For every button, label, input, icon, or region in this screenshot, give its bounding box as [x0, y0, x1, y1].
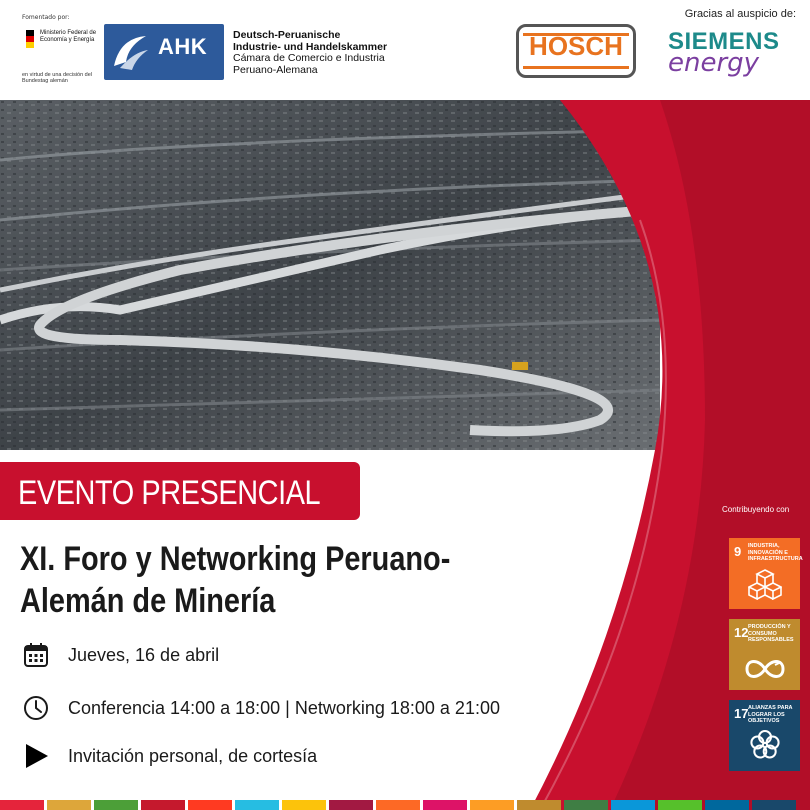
sdg-17-number: 17 [734, 706, 749, 721]
sdg-color-strip [0, 800, 810, 810]
strip-segment [658, 800, 702, 810]
sdg-contrib-label: Contribuyendo con [722, 505, 790, 514]
event-access: Invitación personal, de cortesía [68, 745, 318, 766]
bmwi-name: Ministerio Federal de Economía y Energía [40, 30, 97, 43]
ahk-line-4: Peruano-Alemana [233, 63, 318, 76]
strip-segment [188, 800, 232, 810]
strip-segment [470, 800, 514, 810]
ahk-line-3: Cámara de Comercio e Industria [233, 52, 385, 64]
strip-segment [329, 800, 373, 810]
ahk-logo-text: AHK [158, 34, 208, 59]
strip-segment [564, 800, 608, 810]
strip-segment [705, 800, 749, 810]
date-row [22, 641, 219, 669]
ahk-line-1: Deutsch-Peruanische [233, 29, 341, 41]
energy-logo-text: energy [668, 48, 760, 78]
strip-segment [517, 800, 561, 810]
time-row [22, 694, 500, 722]
infinity-icon [729, 657, 800, 686]
sdg-12-tile [729, 619, 800, 690]
sdg-17-label: ALIANZAS PARA LOGRAR LOS OBJETIVOS [748, 705, 793, 724]
event-type-banner [0, 462, 360, 520]
siemens-logo-text: SIEMENS [668, 28, 780, 55]
rings-icon [729, 728, 800, 767]
strip-segment [752, 800, 796, 810]
strip-segment [423, 800, 467, 810]
cubes-icon [729, 568, 800, 605]
sdg-9-label: INDUSTRIA, INNOVACIÓN E INFRAESTRUCTURA [748, 543, 803, 562]
event-title-line-2: Alemán de Minería [20, 582, 276, 620]
strip-segment [47, 800, 91, 810]
calendar-icon [22, 641, 50, 669]
strip-segment [0, 800, 44, 810]
event-title-line-1: XI. Foro y Networking Peruano- [20, 540, 451, 578]
strip-segment [235, 800, 279, 810]
strip-segment [611, 800, 655, 810]
strip-segment [141, 800, 185, 810]
sdg-12-number: 12 [734, 625, 749, 640]
sponsor-label: Gracias al auspicio de: [684, 8, 796, 20]
sdg-9-number: 9 [734, 544, 742, 559]
ahk-line-2: Industrie- und Handelskammer [233, 40, 388, 53]
access-row [22, 742, 317, 770]
strip-segment [376, 800, 420, 810]
sdg-17-tile [729, 700, 800, 771]
clock-icon [22, 694, 50, 722]
event-type-label: EVENTO PRESENCIAL [18, 474, 321, 512]
event-time: Conferencia 14:00 a 18:00 | Networking 18:00 a 21:00 [68, 697, 500, 718]
sdg-12-label: PRODUCCIÓN Y CONSUMO RESPONSABLES [748, 624, 794, 643]
hosch-logo-text: HOSCH [529, 31, 623, 61]
strip-segment [94, 800, 138, 810]
event-date: Jueves, 16 de abril [68, 644, 220, 665]
fomentado-label: Fomentado por: [22, 14, 70, 21]
event-title [20, 538, 496, 622]
play-arrow-icon [22, 742, 50, 770]
bmwi-note: en virtud de una decisión del Bundestag alemán [22, 72, 93, 84]
sdg-9-tile [729, 538, 803, 609]
strip-segment [282, 800, 326, 810]
